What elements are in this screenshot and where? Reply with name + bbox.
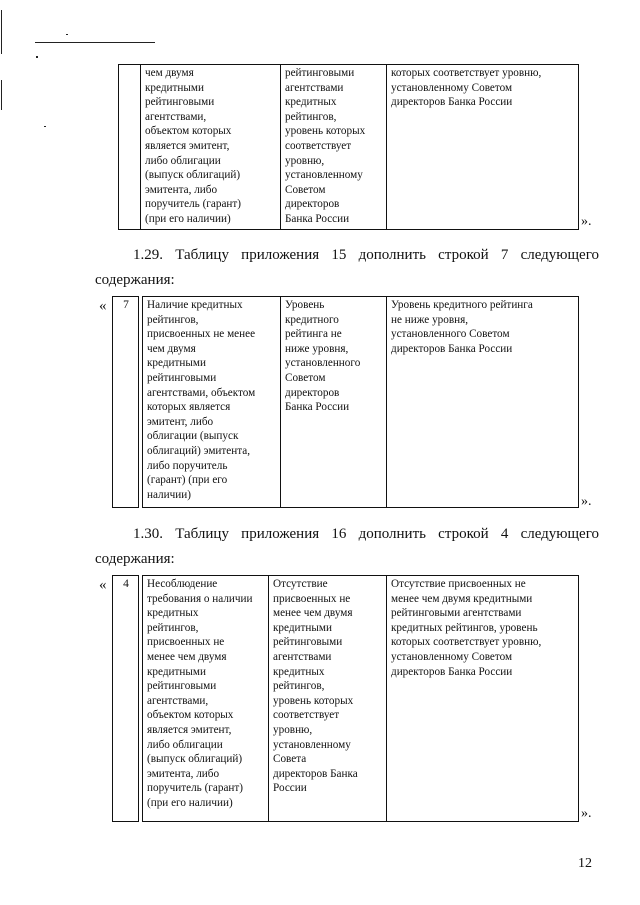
scan-artifact-dot: [36, 56, 38, 58]
scan-artifact-line: [35, 42, 155, 43]
table-cell-criterion: Наличие кредитных рейтингов, присвоенных не менее чем двумя кредитными рейтинговыми агентствами, объектом которых является эмитент, либо облигации (выпуск облигаций) эмитента, либо поручитель (гарант) (при его наличии): [143, 297, 281, 508]
scan-artifact-dot: [66, 34, 68, 35]
opening-quote: «: [99, 298, 107, 314]
scan-artifact-edge: [1, 80, 2, 110]
paragraph-1-30: 1.30. Таблицу приложения 16 дополнить строкой 4 следующего: [133, 526, 599, 542]
table-cell-criterion: Несоблюдение требования о наличии кредитных рейтингов, присвоенных не менее чем двумя кредитными рейтинговыми агентствами, объектом которых является эмитент, либо облигации (выпуск облигаций) эмитента, либо поручитель (гарант) (при его наличии): [143, 576, 269, 822]
appendix-15-row-table: [112, 296, 579, 508]
table-cell-condition: рейтинговыми агентствами кредитных рейтингов, уровень которых соответствует уровню, установленному Советом директоров Банка России: [281, 65, 387, 230]
table-cell-requirement: Отсутствие присвоенных не менее чем двумя кредитными рейтинговыми агентствами кредитных рейтингов, уровень которых соответствует уровню, установленному Советом директоров Банка России: [387, 576, 579, 822]
table-cell-number: 4: [113, 576, 139, 822]
opening-quote: «: [99, 577, 107, 593]
table-cell-requirement: Уровень кредитного рейтинга не ниже уровня, установленного Советом директоров Банка России: [387, 297, 579, 508]
closing-quote: ».: [581, 214, 592, 229]
paragraph-1-30-continuation: содержания:: [95, 551, 175, 567]
table-cell-requirement: которых соответствует уровню, установленному Советом директоров Банка России: [387, 65, 579, 230]
paragraph-1-29: 1.29. Таблицу приложения 15 дополнить строкой 7 следующего: [133, 247, 599, 263]
table-cell-condition: Уровень кредитного рейтинга не ниже уровня, установленного Советом директоров Банка России: [281, 297, 387, 508]
appendix-16-row-table: [112, 575, 579, 822]
closing-quote: ».: [581, 494, 592, 509]
table-row: [113, 297, 579, 508]
table-row: [113, 576, 579, 822]
page-number: 12: [578, 856, 592, 871]
closing-quote: ».: [581, 806, 592, 821]
table-cell-number: 7: [113, 297, 139, 508]
table-cell-number: [119, 65, 141, 230]
scan-artifact-edge: [1, 10, 2, 54]
table-cell-condition: Отсутствие присвоенных не менее чем двумя кредитными рейтинговыми агентствами кредитных рейтингов, уровень которых соответствует уровню, установленному Совета директоров Банка России: [269, 576, 387, 822]
table-cell-criterion: чем двумя кредитными рейтинговыми агентствами, объектом которых является эмитент, либо облигации (выпуск облигаций) эмитента, либо поручитель (гарант) (при его наличии): [141, 65, 281, 230]
paragraph-1-29-continuation: содержания:: [95, 272, 175, 288]
continued-table: [118, 64, 579, 230]
table-row: [119, 65, 579, 230]
scan-artifact-dot: [44, 126, 46, 127]
